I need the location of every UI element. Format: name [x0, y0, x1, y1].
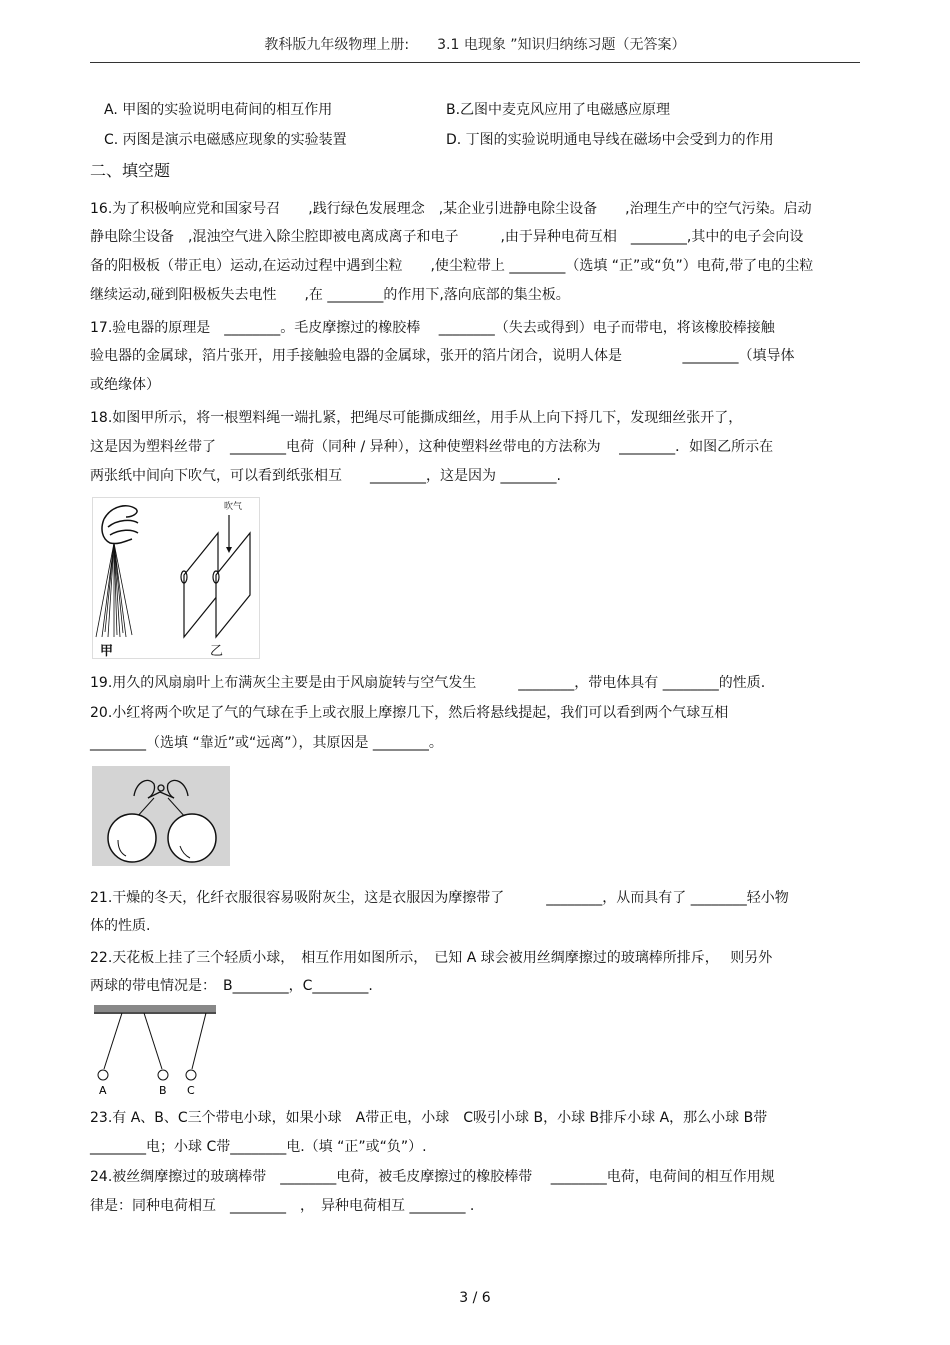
option-a: A. 甲图的实验说明电荷间的相互作用: [104, 102, 333, 118]
q18-line-1: 18.如图甲所示，将一根塑料绳一端扎紧，把绳尽可能撕成细丝，用手从上向下捋几下，发现细丝张开了，: [90, 410, 743, 426]
label-b: B: [159, 1084, 167, 1097]
blow-label: 吹气: [224, 502, 243, 512]
figure-22: [92, 1003, 218, 1097]
q17-line-1: 17.验电器的原理是 ________。毛皮摩擦过的橡胶棒 ________（失去或得到）电子而带电，将该橡胶棒接触: [90, 320, 775, 336]
page-number: 3 / 6: [459, 1290, 491, 1306]
section-title: 二、填空题: [90, 161, 171, 180]
header-rule: [90, 62, 860, 63]
option-c: C. 丙图是演示电磁感应现象的实验装置: [104, 132, 347, 148]
ceiling: [94, 1005, 216, 1012]
q22-line-2: 两球的带电情况是： B________，C________.: [90, 978, 373, 994]
q16-line-2: 静电除尘设备 ,混浊空气进入除尘腔即被电离成离子和电子 ,由于异种电荷互相 ________,其中的电子会向设: [90, 229, 804, 245]
q17-line-2: 验电器的金属球，箔片张开，用手接触验电器的金属球，张开的箔片闭合，说明人体是 ________（填导体: [90, 348, 795, 364]
figure-18: [92, 497, 260, 659]
q21-line-2: 体的性质.: [90, 918, 151, 934]
q16-line-1: 16.为了积极响应党和国家号召 ,践行绿色发展理念 ,某企业引进静电除尘设备 ,治理生产中的空气污染。启动: [90, 201, 812, 217]
fig-label-b: 乙: [210, 644, 224, 659]
q21-line-1: 21.干燥的冬天，化纤衣服很容易吸附灰尘，这是衣服因为摩擦带了 ________，从而具有了 ________轻小物: [90, 890, 789, 906]
q16-line-3: 备的阳极板（带正电）运动,在运动过程中遇到尘粒 ,使尘粒带上 ________（选填 “正”或“负”）电荷,带了电的尘粒: [90, 258, 814, 274]
balloon-left: [108, 814, 156, 862]
q16-line-4: 继续运动,碰到阳极板失去电性 ,在 ________的作用下,落向底部的集尘板。: [90, 287, 570, 303]
q23-line-2: ________电；小球 C带________电.（填 “正”或“负”）.: [90, 1139, 427, 1155]
figure-20: [92, 766, 230, 866]
q18-line-3: 两张纸中间向下吹气，可以看到纸张相互 ________，这是因为 ________.: [90, 468, 561, 484]
q18-line-2: 这是因为塑料丝带了 ________电荷（同种 / 异种），这种使塑料丝带电的方法称为 ________．如图乙所示在: [90, 439, 774, 455]
label-c: C: [187, 1084, 195, 1097]
q17-line-3: 或绝缘体）: [90, 377, 160, 393]
option-d: D. 丁图的实验说明通电导线在磁场中会受到力的作用: [446, 132, 774, 148]
label-a: A: [99, 1084, 107, 1097]
fig-label-a: 甲: [100, 644, 114, 659]
q19-line: 19.用久的风扇扇叶上布满灰尘主要是由于风扇旋转与空气发生 ________，带电体具有 ________的性质.: [90, 675, 766, 691]
q22-line-1: 22.天花板上挂了三个轻质小球， 相互作用如图所示， 已知 A 球会被用丝绸摩擦过的玻璃棒所排斥， 则另外: [90, 950, 773, 966]
q23-line-1: 23.有 A、B、C三个带电小球，如果小球 A带正电，小球 C吸引小球 B，小球 B排斥小球 A，那么小球 B带: [90, 1110, 768, 1126]
ball-a: [98, 1070, 108, 1080]
ball-c: [186, 1070, 196, 1080]
q20-line-1: 20.小红将两个吹足了气的气球在手上或衣服上摩擦几下，然后将悬线提起，我们可以看到两个气球互相: [90, 705, 729, 721]
option-b: B.乙图中麦克风应用了电磁感应原理: [446, 102, 671, 118]
page-header: 教科版九年级物理上册: 3.1 电现象 ”知识归纳练习题（无答案）: [264, 37, 686, 53]
q24-line-1: 24.被丝绸摩擦过的玻璃棒带 ________电荷，被毛皮摩擦过的橡胶棒带 ________电荷，电荷间的相互作用规: [90, 1169, 775, 1185]
ball-b: [158, 1070, 168, 1080]
q24-line-2: 律是：同种电荷相互 ________ ， 异种电荷相互 ________ .: [90, 1198, 475, 1214]
q20-line-2: ________（选填 “靠近”或“远离”），其原因是 ________。: [90, 735, 443, 751]
balloon-right: [168, 814, 216, 862]
